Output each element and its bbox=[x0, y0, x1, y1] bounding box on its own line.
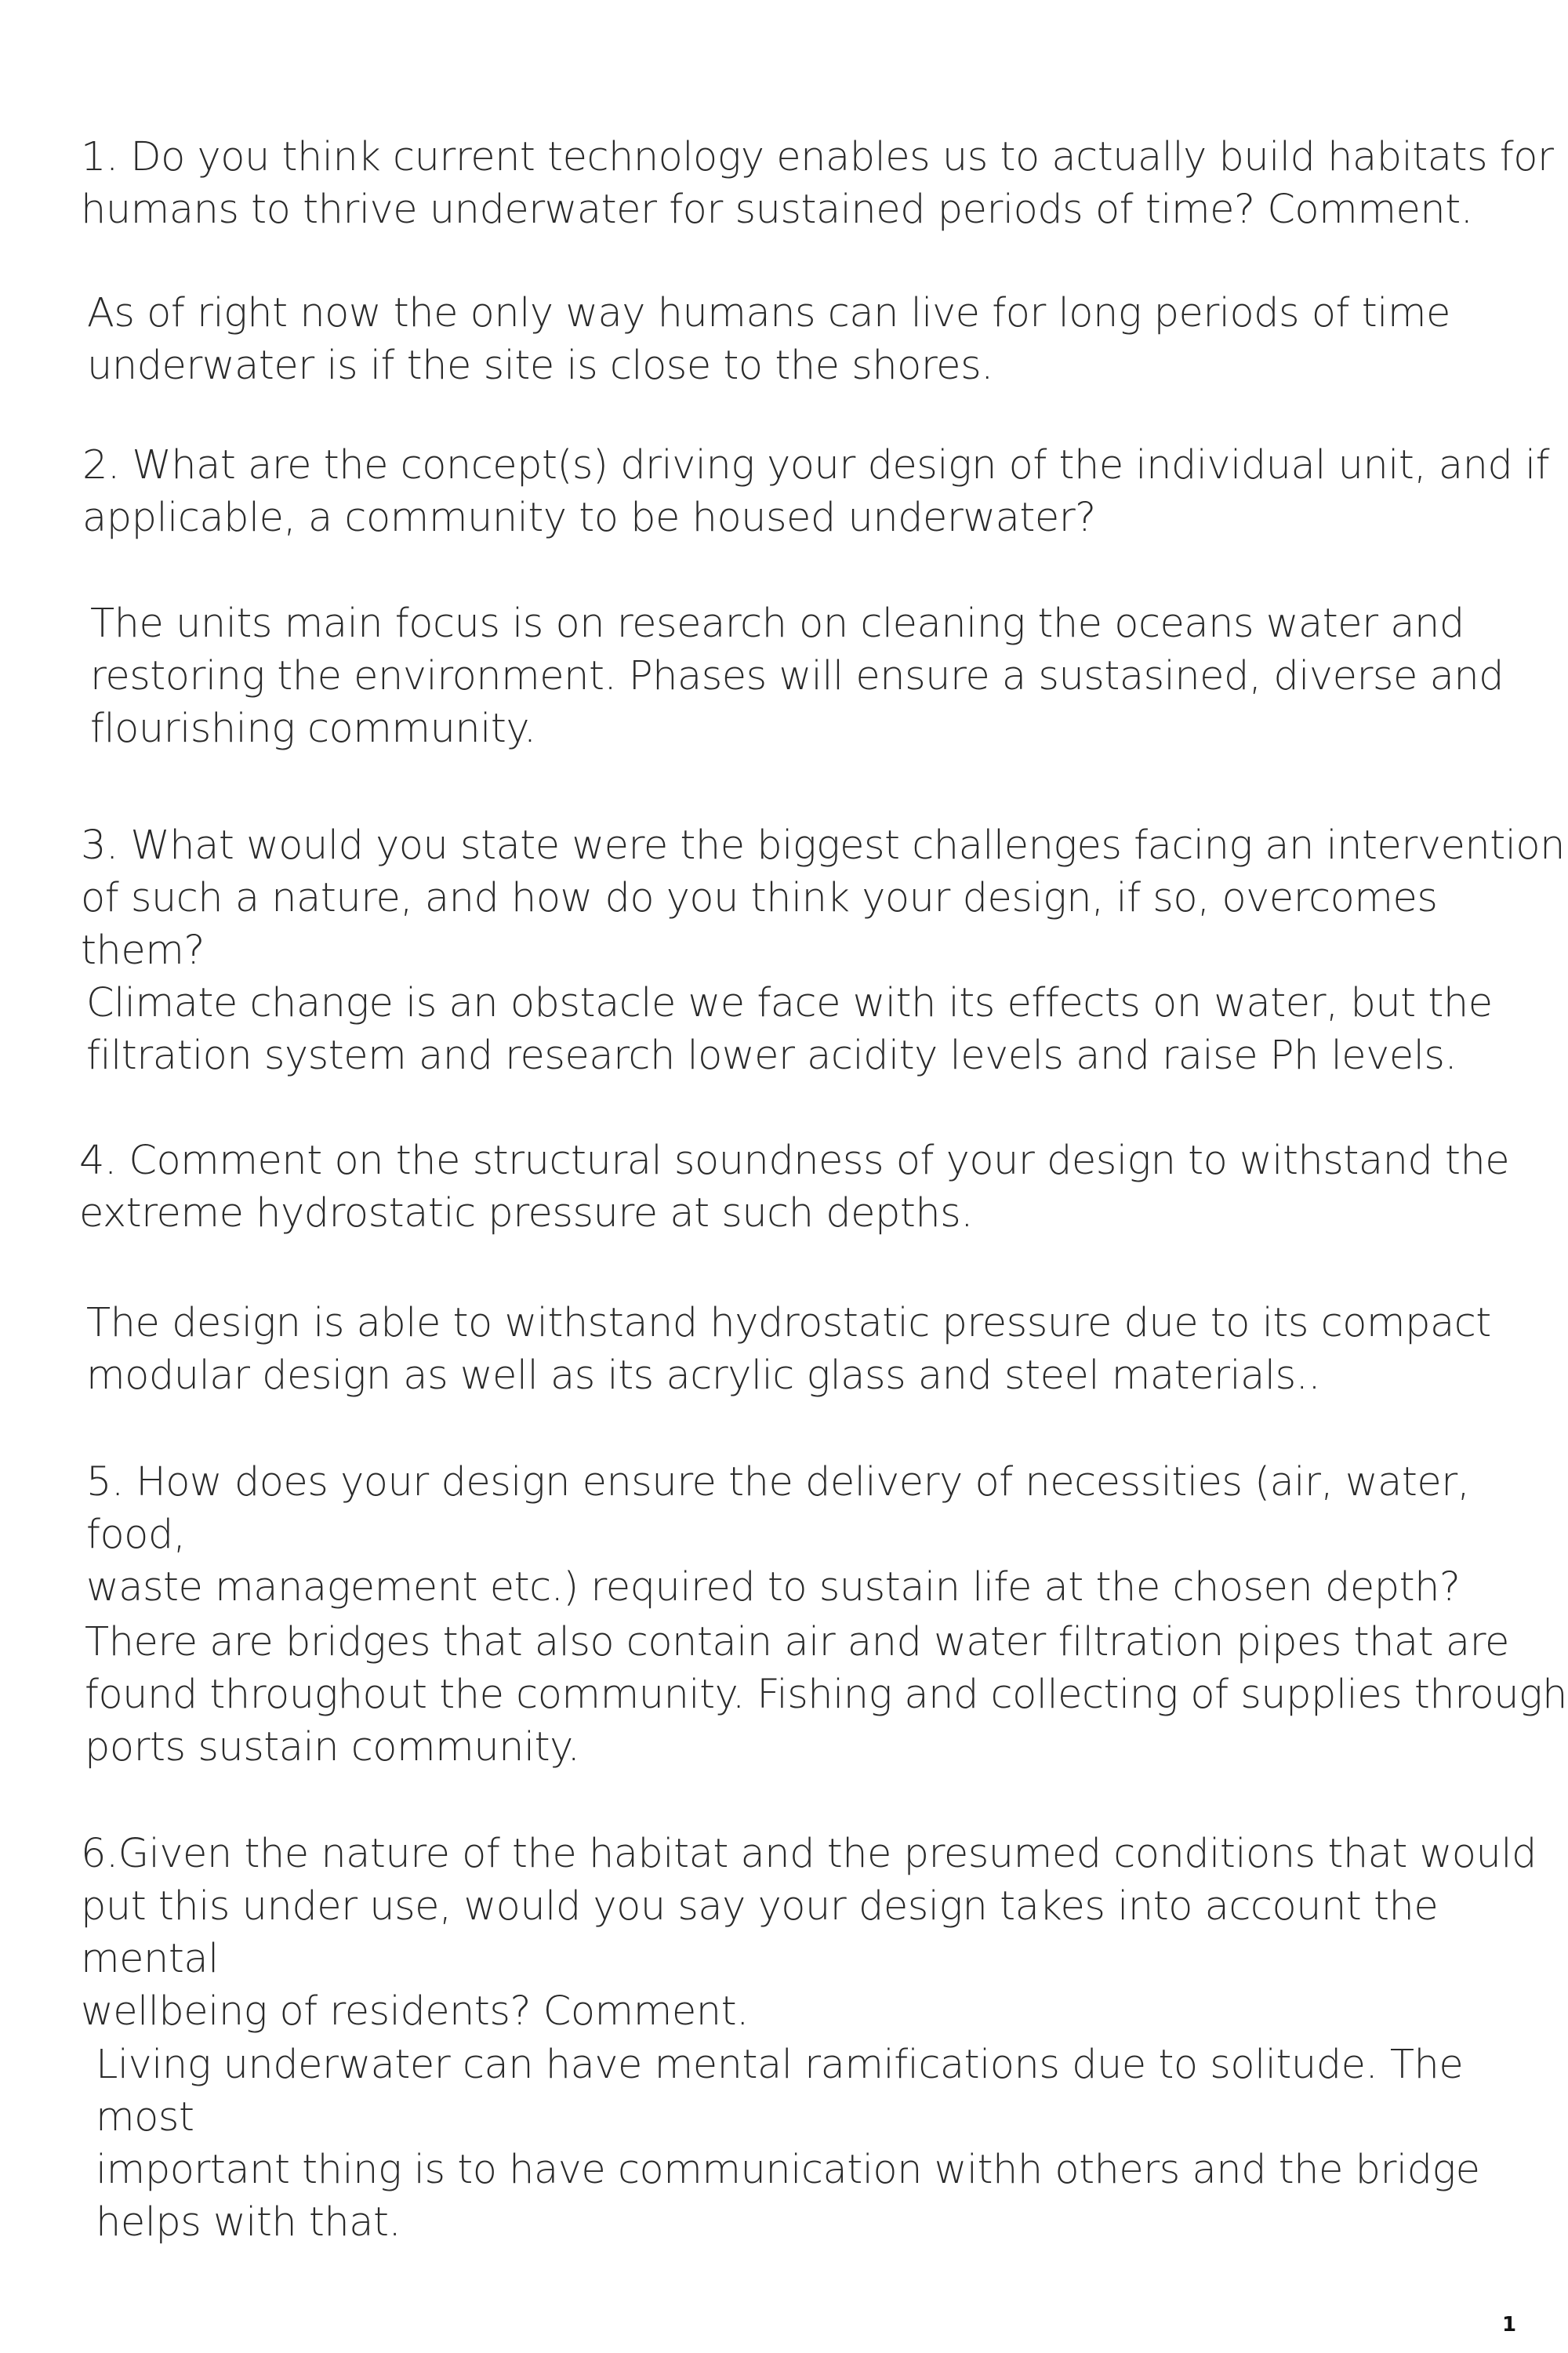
question-5: 5. How does your design ensure the delivery of necessities (air, water, food, waste management etc.) required to sustain life at the chosen depth? bbox=[86, 1459, 1470, 1610]
question-4: 4. Comment on the structural soundness of your design to withstand the extreme hydrostatic pressure at such depths. bbox=[79, 1138, 1510, 1236]
answer-2: The units main focus is on research on cleaning the oceans water and restoring the environment. Phases will ensure a sustasined, diverse and flourishing community. bbox=[90, 601, 1504, 752]
question-6: 6.Given the nature of the habitat and the presumed conditions that would put this under use, would you say your design takes into account the mental wellbeing of residents? Comment. bbox=[81, 1831, 1537, 2035]
page-number: 1 bbox=[1502, 2313, 1517, 2337]
answer-4: The design is able to withstand hydrostatic pressure due to its compact modular design as well as its acrylic glass and steel materials.. bbox=[86, 1300, 1491, 1399]
answer-1: As of right now the only way humans can live for long periods of time underwater is if the site is close to the shores. bbox=[87, 290, 1450, 389]
answer-3: Climate change is an obstacle we face with its effects on water, but the filtration system and research lower acidity levels and raise Ph levels. bbox=[86, 980, 1493, 1079]
question-3: 3. What would you state were the biggest challenges facing an intervention of such a nature, and how do you think your design, if so, overcomes them? bbox=[81, 822, 1565, 974]
answer-6: Living underwater can have mental ramifications due to solitude. The most important thing is to have communication withh others and the bridge helps with that. bbox=[96, 2042, 1480, 2246]
question-1: 1. Do you think current technology enables us to actually build habitats for humans to thrive underwater for sustained periods of time? Comment. bbox=[81, 134, 1554, 233]
question-2: 2. What are the concept(s) driving your design of the individual unit, and if applicable, a community to be housed underwater? bbox=[82, 442, 1550, 541]
answer-5: There are bridges that also contain air and water filtration pipes that are found throughout the community. Fishing and collecting of supplies through ports sustain community. bbox=[85, 1619, 1567, 1770]
